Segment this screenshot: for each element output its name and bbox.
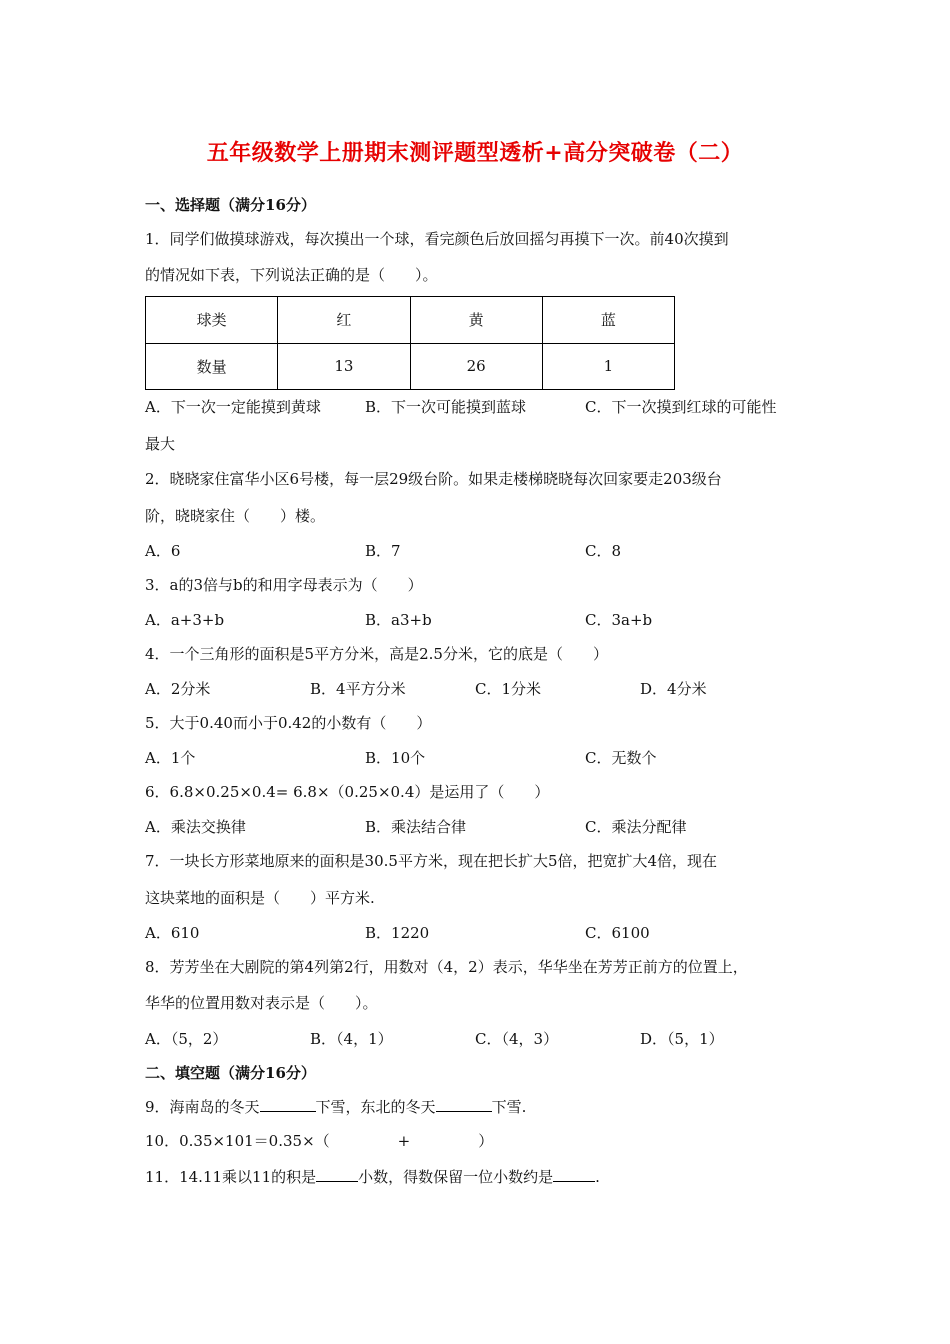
question-5-option-a: A．1个 — [145, 749, 196, 767]
question-1-option-a: A．下一次一定能摸到黄球 — [145, 398, 321, 416]
question-11-text: 小数，得数保留一位小数约是 — [358, 1168, 554, 1186]
question-2-option-c: C．8 — [585, 542, 622, 560]
question-9-text: 下雪，东北的冬天 — [315, 1098, 436, 1116]
question-3-option-a: A．a+3+b — [145, 611, 225, 629]
question-4-option-d: D．4分米 — [640, 680, 707, 698]
question-10 — [145, 1130, 493, 1151]
table-cell: 数量 — [146, 343, 278, 390]
question-1-text-cont: 的情况如下表，下列说法正确的是（ ）。 — [145, 266, 438, 284]
question-1-option-b: B．下一次可能摸到蓝球 — [365, 398, 527, 416]
question-6-option-b: B．乘法结合律 — [365, 818, 467, 836]
question-3-option-c: C．3a+b — [585, 611, 653, 629]
question-9-text: 下雪. — [491, 1098, 527, 1116]
question-4-option-c: C．1分米 — [475, 680, 542, 698]
table-cell: 13 — [278, 343, 410, 390]
question-8-text: 8．芳芳坐在大剧院的第4列第2行，用数对（4，2）表示，华华坐在芳芳正前方的位置上， — [145, 958, 748, 976]
question-5-text: 5．大于0.40而小于0.42的小数有（ ） — [145, 714, 432, 732]
question-10-text: ） — [478, 1132, 494, 1150]
table-row — [146, 343, 675, 390]
question-7-option-a: A．610 — [145, 924, 200, 942]
section-heading-fill: 二、填空题（满分16分） — [145, 1064, 316, 1082]
question-2-text: 2．晓晓家住富华小区6号楼，每一层29级台阶。如果走楼梯晓晓每次回家要走203级台 — [145, 470, 722, 488]
question-2-option-a: A．6 — [145, 542, 181, 560]
question-8-option-a: A．（5，2） — [145, 1030, 228, 1048]
question-8-text-cont: 华华的位置用数对表示是（ ）。 — [145, 994, 378, 1012]
question-11-text: 11．14.11乘以11的积是 — [145, 1168, 317, 1186]
question-3-option-b: B．a3+b — [365, 611, 432, 629]
table-header-cell: 黄 — [410, 297, 542, 344]
question-1-text: 1．同学们做摸球游戏，每次摸出一个球，看完颜色后放回摇匀再摸下一次。前40次摸到 — [145, 230, 729, 248]
question-6-option-c: C．乘法分配律 — [585, 818, 687, 836]
question-8-option-d: D．（5，1） — [640, 1030, 724, 1048]
page-title: 五年级数学上册期末测评题型透析+高分突破卷（二） — [206, 140, 744, 166]
table-row — [146, 297, 675, 344]
question-6-text: 6．6.8×0.25×0.4= 6.8×（0.25×0.4）是运用了（ ） — [145, 783, 550, 801]
table-header-cell: 红 — [278, 297, 410, 344]
question-8-option-b: B．（4，1） — [310, 1030, 393, 1048]
answer-blank[interactable] — [436, 1097, 492, 1112]
question-7-text: 7．一块长方形菜地原来的面积是30.5平方米，现在把长扩大5倍，把宽扩大4倍，现在 — [145, 852, 718, 870]
ball-count-table — [145, 296, 675, 390]
table-header-cell: 蓝 — [542, 297, 674, 344]
question-8-option-c: C．（4，3） — [475, 1030, 559, 1048]
question-5-option-b: B．10个 — [365, 749, 426, 767]
question-4-option-b: B．4平方分米 — [310, 680, 406, 698]
table-cell: 1 — [542, 343, 674, 390]
question-7-option-b: B．1220 — [365, 924, 430, 942]
question-3-text: 3．a的3倍与b的和用字母表示为（ ） — [145, 576, 423, 594]
question-1-option-c: C．下一次摸到红球的可能性 — [585, 398, 777, 416]
question-10-plus: + — [397, 1132, 411, 1150]
question-4-option-a: A．2分米 — [145, 680, 211, 698]
question-5-option-c: C．无数个 — [585, 749, 657, 767]
question-2-text-cont: 阶，晓晓家住（ ）楼。 — [145, 507, 326, 525]
answer-blank[interactable] — [553, 1167, 595, 1182]
question-6-option-a: A．乘法交换律 — [145, 818, 246, 836]
question-2-option-b: B．7 — [365, 542, 401, 560]
question-4-text: 4．一个三角形的面积是5平方分米，高是2.5分米，它的底是（ ） — [145, 645, 608, 663]
question-11-text: . — [595, 1168, 600, 1186]
question-10-text: 10．0.35×101＝0.35×（ — [145, 1132, 330, 1150]
table-cell: 26 — [410, 343, 542, 390]
answer-blank[interactable] — [260, 1097, 316, 1112]
question-9 — [145, 1096, 526, 1117]
section-heading-choice: 一、选择题（满分16分） — [145, 196, 316, 214]
answer-blank[interactable] — [316, 1167, 358, 1182]
question-7-text-cont: 这块菜地的面积是（ ）平方米. — [145, 889, 375, 907]
question-9-text: 9．海南岛的冬天 — [145, 1098, 260, 1116]
question-7-option-c: C．6100 — [585, 924, 650, 942]
table-header-cell: 球类 — [146, 297, 278, 344]
question-11 — [145, 1166, 600, 1187]
question-1-option-c-cont: 最大 — [145, 435, 176, 453]
